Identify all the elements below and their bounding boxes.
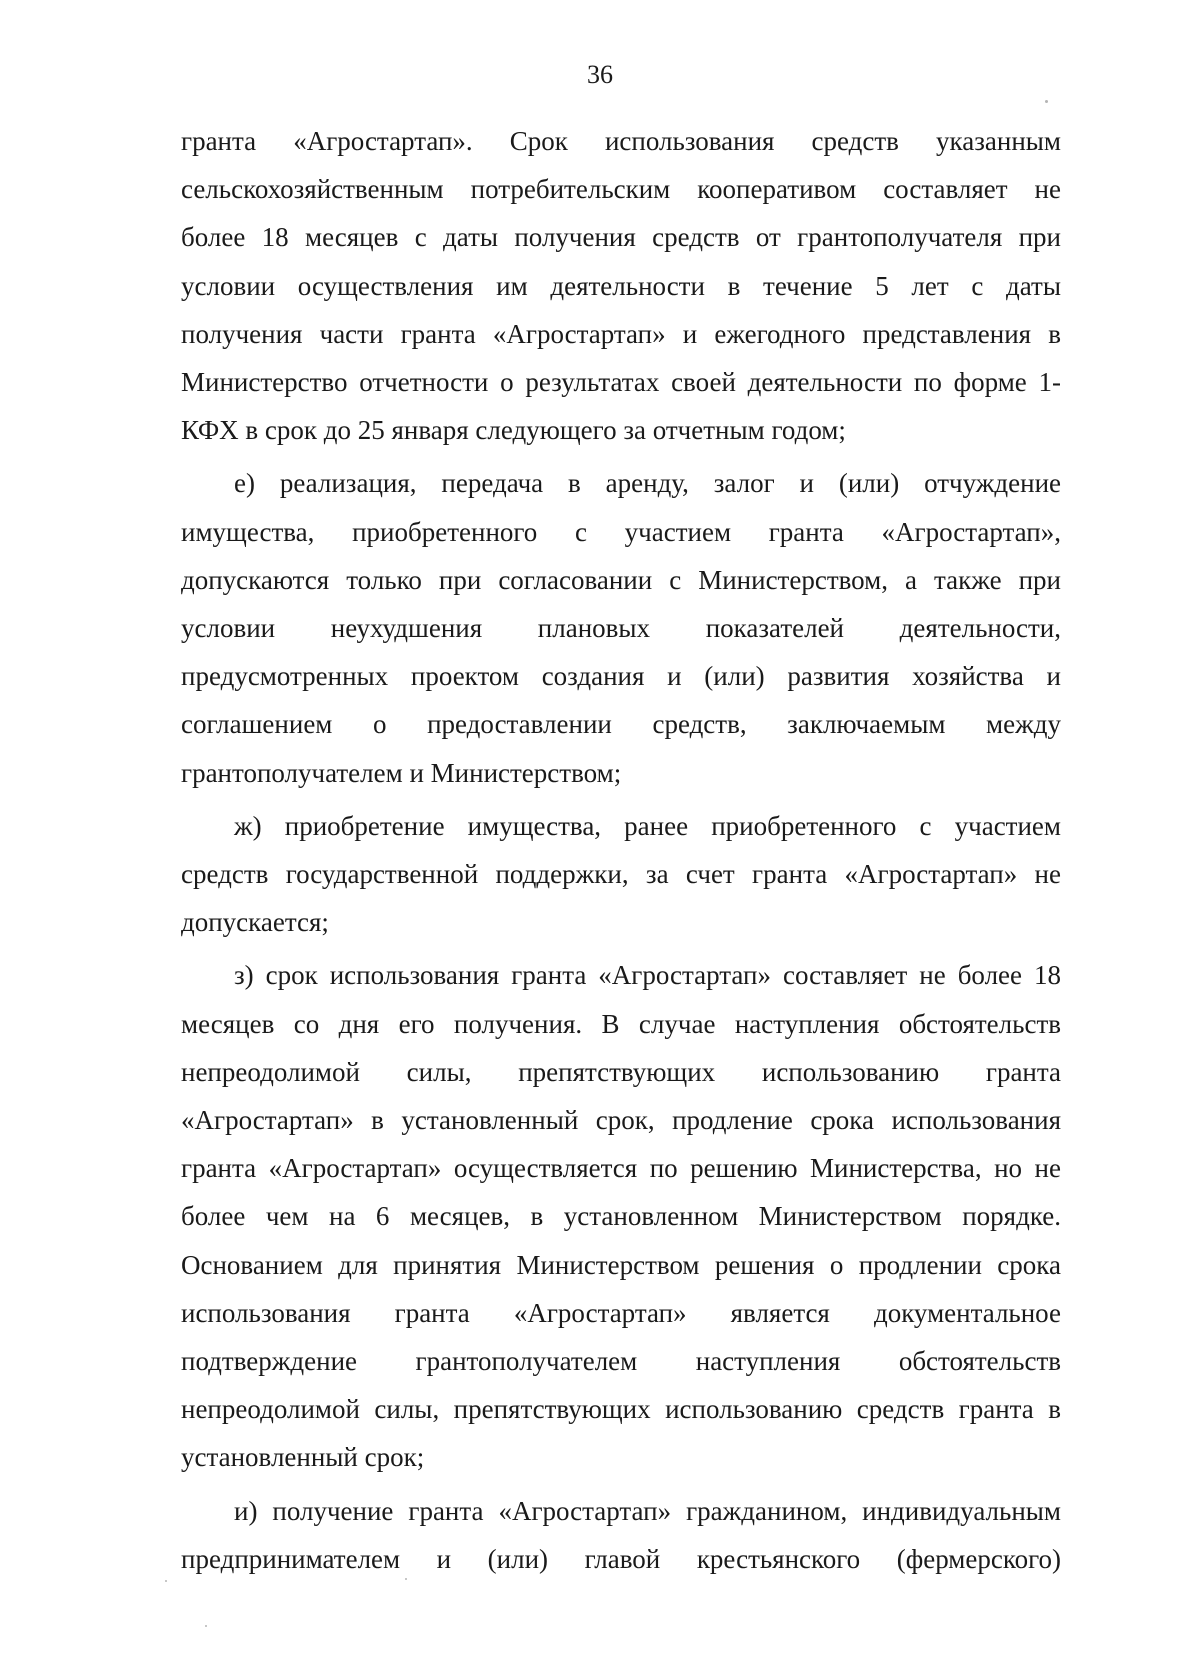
text-line: предусмотренных проектом создания и (или) развития хозяйства и [181,661,1061,692]
text-line: «Агростартап» в установленный срок, продление срока использования [181,1105,1061,1136]
text-line: более 18 месяцев с даты получения средств от грантополучателя при [181,222,1061,253]
text-line: условии осуществления им деятельности в течение 5 лет с даты [181,270,1061,301]
text-line: сельскохозяйственным потребительским кооперативом составляет не [181,174,1061,205]
text-line: з) срок использования гранта «Агростартап» составляет не более 18 [234,960,1061,991]
text-line: ж) приобретение имущества, ранее приобретенного с участием [234,810,1061,841]
text-line: имущества, приобретенного с участием гранта «Агростартап», [181,516,1061,547]
text-line: гранта «Агростартап» осуществляется по решению Министерства, но не [181,1153,1061,1184]
text-line: установленный срок; [181,1442,425,1473]
text-line: предпринимателем и (или) главой крестьянского (фермерского) [181,1543,1061,1574]
text-line: допускается; [181,907,329,938]
text-line: условии неухудшения плановых показателей деятельности, [181,613,1061,644]
text-line: грантополучателем и Министерством; [181,757,622,788]
text-line: подтверждение грантополучателем наступления обстоятельств [181,1346,1061,1377]
paragraph-item-e [181,459,1061,796]
text-line: использования гранта «Агростартап» является документальное [181,1297,1061,1328]
page-number: 36 [587,60,613,89]
scan-speck [205,1625,207,1627]
scan-speck [165,1580,167,1582]
text-line: Министерство отчетности о результатах своей деятельности по форме 1- [181,367,1061,398]
paragraph-continuation [181,117,1061,454]
paragraph-item-zh [181,802,1061,947]
scan-speck [405,1578,407,1580]
text-line: получения части гранта «Агростартап» и ежегодного представления в [181,318,1061,349]
text-line: и) получение гранта «Агростартап» гражданином, индивидуальным [234,1495,1061,1526]
paragraph-item-i [181,1487,1061,1583]
text-line: Основанием для принятия Министерством решения о продлении срока [181,1249,1061,1280]
scan-speck [1045,100,1048,103]
text-line: допускаются только при согласовании с Министерством, а также при [181,564,1061,595]
text-line: непреодолимой силы, препятствующих использованию средств гранта в [181,1394,1061,1425]
text-line: более чем на 6 месяцев, в установленном Министерством порядке. [181,1201,1061,1232]
text-line: соглашением о предоставлении средств, заключаемым между [181,709,1061,740]
text-line: непреодолимой силы, препятствующих использованию гранта [181,1056,1061,1087]
text-line: месяцев со дня его получения. В случае наступления обстоятельств [181,1008,1061,1039]
document-body [181,117,1061,1583]
text-line: е) реализация, передача в аренду, залог и (или) отчуждение [234,468,1061,499]
paragraph-item-z [181,951,1061,1481]
text-line: КФХ в срок до 25 января следующего за отчетным годом; [181,415,846,446]
text-line: гранта «Агростартап». Срок использования средств указанным [181,126,1061,156]
text-line: средств государственной поддержки, за счет гранта «Агростартап» не [181,859,1061,890]
